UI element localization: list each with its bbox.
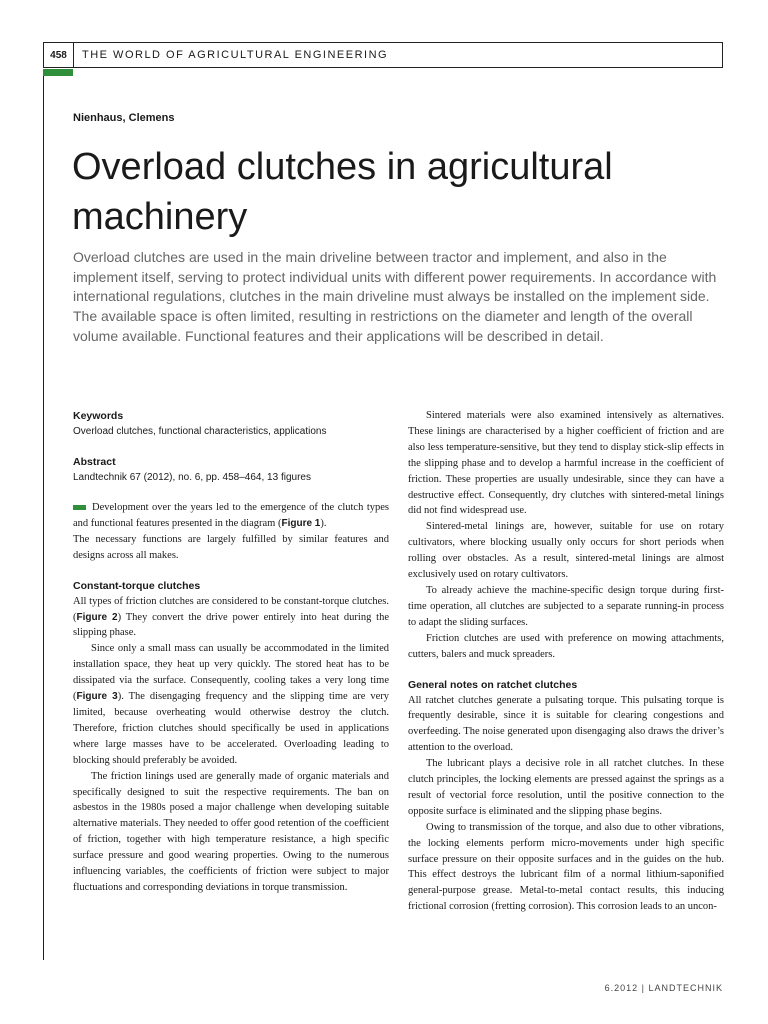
figure-reference[interactable]: Figure 2	[76, 611, 118, 623]
abstract-citation: Landtechnik 67 (2012), no. 6, pp. 458–464, 13 figures	[73, 472, 311, 483]
page-footer: 6.2012 | LANDTECHNIK	[604, 983, 723, 993]
body-paragraph: Development over the years led to the emergence of the clutch types and functional features presented in the diagram (Figure 1).	[73, 502, 389, 529]
author-name: Nienhaus, Clemens	[73, 112, 175, 124]
body-paragraph: To already achieve the machine-specific design torque during first-time operation, all clutches are subjected to a separate running-in process to adapt the sliding surfaces.	[408, 584, 724, 628]
body-paragraph: Sintered materials were also examined intensively as alternatives. These linings are characterised by a higher coefficient of friction and are also less temperature-sensitive, but they tend to display stick-slip effects in the slipping phase and to develop a harmful increase in the coefficient of friction. These properties are usually undesirable, since they can have a destructive effect. Consequently, dry clutches with sintered-metal linings did not find widespread use.	[408, 410, 724, 517]
journal-title: THE WORLD OF AGRICULTURAL ENGINEERING	[82, 49, 389, 61]
body-paragraph: Since only a small mass can usually be accommodated in the limited installation space, they heat up very quickly. The stored heat has to be dissipated via the surface. Consequently, cooling takes a very long time (Figure 3). The disengaging frequency and the slipping time are very limited, because overheating would otherwise destroy the clutch. Therefore, friction clutches should specifically be used in applications where large masses have to be accelerated. Overloading leading to blocking should preferably be avoided.	[73, 643, 389, 766]
right-column	[408, 408, 724, 915]
body-paragraph: The lubricant plays a decisive role in all ratchet clutches. In these clutch principles, the locking elements are pressed against the springs as a result of vectorial force resolution, until the positive connection to the opposite surface is eliminated and the slipping phase begins.	[408, 758, 724, 817]
article-title: Overload clutches in agricultural machinery	[72, 146, 613, 238]
keywords-heading: Keywords	[73, 410, 124, 422]
section-heading: General notes on ratchet clutches	[408, 678, 578, 691]
body-paragraph: The friction linings used are generally made of organic materials and specifically designed to suit the respective requirements. The ban on asbestos in the 1980s posed a major challenge when developing suitable alternative materials. They needed to offer good retention of the coefficient of friction, together with high temperature resistance, a high specific surface pressure and good wearing properties. Owing to the numerous influencing variables, the coefficients of friction were subject to major fluctuations and corresponding deviations in torque transmission.	[73, 770, 389, 893]
body-paragraph: All ratchet clutches generate a pulsating torque. This pulsating torque is frequently desirable, since it is suitable for clearing congestions and overfeeding. The noise generated upon disengaging also draws the driver’s attention to the overload.	[408, 694, 724, 754]
abstract-heading: Abstract	[73, 456, 116, 468]
keywords-text: Overload clutches, functional characteristics, applications	[73, 426, 327, 437]
body-paragraph: Friction clutches are used with preference on mowing attachments, cutters, balers and muck spreaders.	[408, 632, 724, 660]
section-heading: Constant-torque clutches	[73, 579, 201, 592]
running-header	[43, 42, 723, 68]
lead-paragraph: Overload clutches are used in the main driveline between tractor and implement, and also in the implement itself, serving to protect individual units with different power requirements. In accordance with international regulations, clutches in the main driveline must always be installed on the implement side. The available space is often limited, resulting in restrictions on the diameter and length of the overall volume available. Functional features and their applications will be described in detail.	[73, 249, 717, 344]
left-column	[73, 408, 389, 896]
figure-reference[interactable]: Figure 3	[76, 691, 118, 703]
body-paragraph: Owing to transmission of the torque, and also due to other vibrations, the locking elements perform micro-movements under high specific surface pressure on their opposite surfaces and in the guides on the hub. This effect destroys the lubricant film of a normal lithium-saponified general-purpose grease. Metal-to-metal contact results, this inducing frictional corrosion (fretting corrosion). This corrosion leads to an uncon-	[408, 821, 724, 913]
body-paragraph: The necessary functions are largely fulfilled by similar features and designs across all makes.	[73, 533, 389, 561]
section-marker-icon	[73, 505, 86, 510]
page-number: 458	[44, 43, 74, 67]
margin-rule	[43, 76, 44, 960]
body-paragraph: Sintered-metal linings are, however, suitable for use on rotary cultivators, where blocking usually only occurs for short periods when rolling over obstacles. As a result, sintered-metal linings are almost exclusively used on rotary cultivators.	[408, 521, 724, 581]
figure-reference[interactable]: Figure 1	[281, 517, 321, 529]
accent-tab	[43, 69, 73, 76]
body-paragraph: All types of friction clutches are considered to be constant-torque clutches. (Figure 2) They convert the drive power entirely into heat during the slipping phase.	[73, 595, 390, 639]
